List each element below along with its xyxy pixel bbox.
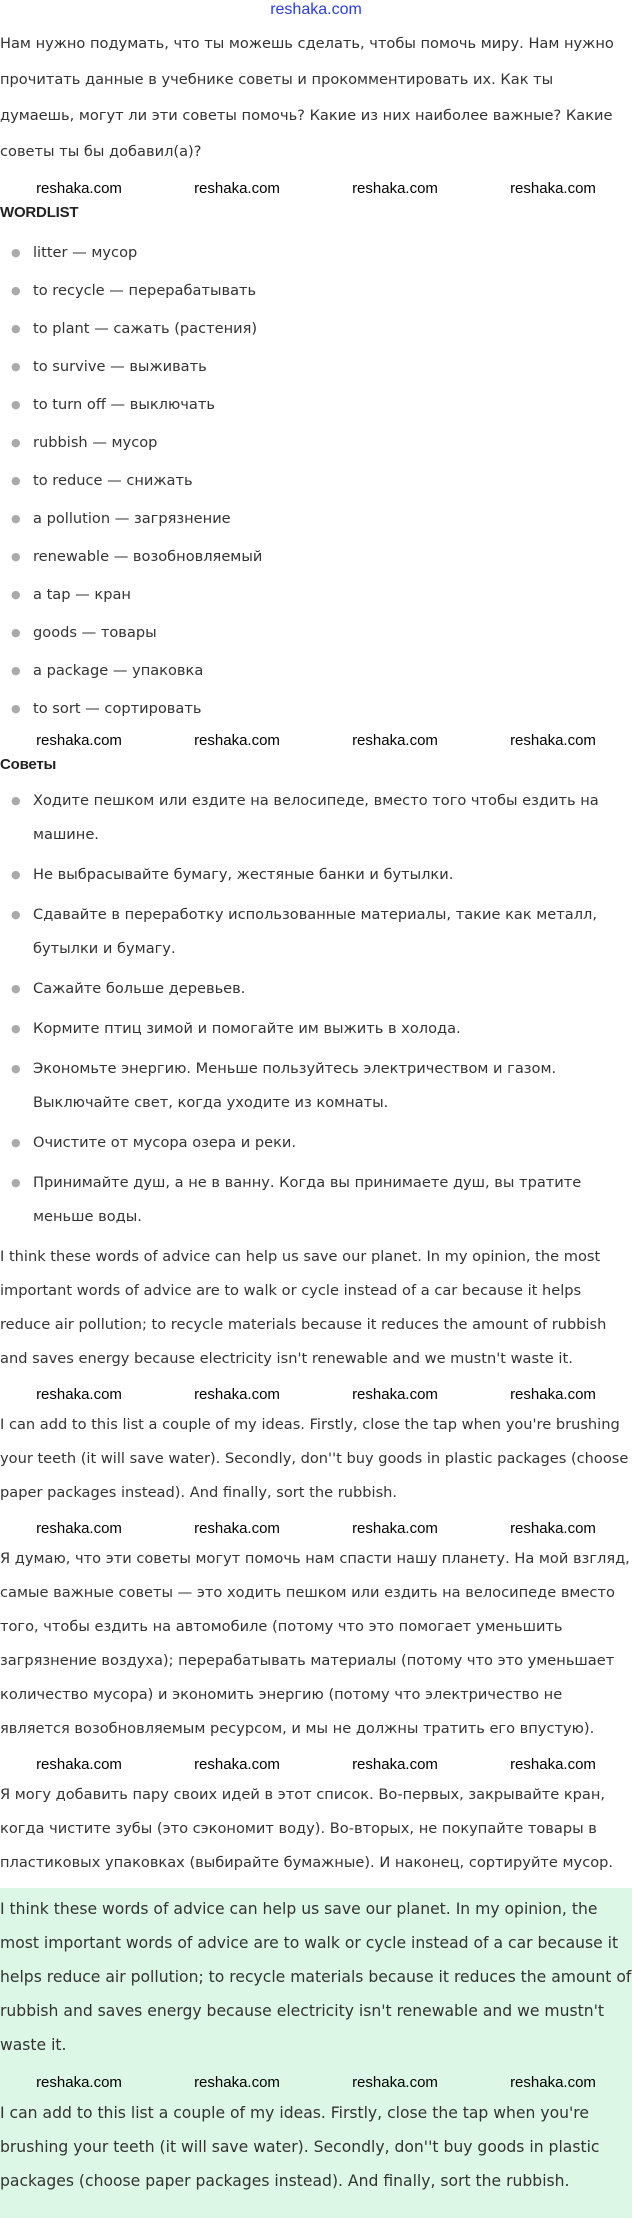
bullet-icon: ● (11, 360, 21, 373)
word-item (0, 652, 632, 690)
word-item (0, 576, 632, 614)
bullet-icon: ● (11, 398, 21, 411)
word-text: renewable — возобновляемый (33, 548, 263, 565)
bullet-icon: ● (11, 908, 21, 921)
watermark-text: reshaka.com (352, 1756, 438, 1773)
highlighted-answer (0, 1888, 632, 2218)
site-link[interactable]: reshaka.com (270, 1, 362, 18)
word-item (0, 310, 632, 348)
advice-item (0, 858, 632, 892)
word-text: litter — мусор (33, 244, 138, 261)
word-text: to survive — выживать (33, 358, 207, 375)
bullet-icon: ● (11, 322, 21, 335)
word-item (0, 234, 632, 272)
watermark-row (0, 178, 632, 200)
bullet-icon: ● (11, 1062, 21, 1075)
word-text: to recycle — перерабатывать (33, 282, 257, 299)
word-text: a tap — кран (33, 586, 131, 603)
watermark-text: reshaka.com (194, 2074, 280, 2091)
advice-text: Ходите пешком или ездите на велосипеде, вместо того чтобы ездить на машине. (33, 792, 599, 843)
bullet-icon: ● (11, 512, 21, 525)
word-item (0, 272, 632, 310)
watermark-text: reshaka.com (36, 1520, 122, 1537)
word-item (0, 614, 632, 652)
word-item (0, 386, 632, 424)
watermark-text: reshaka.com (36, 732, 122, 749)
watermark-text: reshaka.com (352, 180, 438, 197)
word-text: goods — товары (33, 624, 157, 641)
bullet-icon: ● (11, 794, 21, 807)
answer-en-paragraph: I think these words of advice can help us save our planet. In my opinion, the most important words of advice are to walk or cycle instead of a car because it helps reduce air pollution; to recycle materials because it reduces the amount of rubbish and saves energy because electricity isn't renewable and we mustn't waste it. (0, 1248, 607, 1367)
bullet-icon: ● (11, 626, 21, 639)
advice-item (0, 1166, 632, 1234)
watermark-text: reshaka.com (510, 180, 596, 197)
answer-ru-paragraph: Я могу добавить пару своих идей в этот список. Во-первых, закрывайте кран, когда чистите зубы (это сэкономит воду). Во-вторых, не покупайте товары в пластиковых упаковках (выбирайте бумажные). И наконец, сортируйте мусор. (0, 1786, 614, 1871)
advice-text: Сдавайте в переработку использованные материалы, такие как металл, бутылки и бумагу. (33, 906, 598, 957)
watermark-text: reshaka.com (36, 1756, 122, 1773)
word-text: a package — упаковка (33, 662, 204, 679)
word-text: a pollution — загрязнение (33, 510, 231, 527)
word-item (0, 538, 632, 576)
answer-section (0, 1240, 632, 1880)
advice-item (0, 898, 632, 966)
word-item (0, 500, 632, 538)
bullet-icon: ● (11, 664, 21, 677)
advice-text: Сажайте больше деревьев. (33, 980, 246, 997)
word-text: to sort — сортировать (33, 700, 202, 717)
word-item (0, 424, 632, 462)
word-item (0, 462, 632, 500)
highlight-paragraph: I think these words of advice can help us save our planet. In my opinion, the most important words of advice are to walk or cycle instead of a car because it helps reduce air pollution; to recycle materials because it reduces the amount of rubbish and saves energy because electricity isn't renewable and we mustn't waste it. (0, 1900, 632, 2054)
bullet-icon: ● (11, 1022, 21, 1035)
wordlist (0, 234, 632, 728)
watermark-row (0, 1384, 632, 1406)
advice-item (0, 972, 632, 1006)
advice-text: Не выбрасывайте бумагу, жестяные банки и бутылки. (33, 866, 454, 883)
bullet-icon: ● (11, 550, 21, 563)
advice-item (0, 1012, 632, 1046)
advice-text: Принимайте душ, а не в ванну. Когда вы принимаете душ, вы тратите меньше воды. (33, 1174, 582, 1225)
watermark-text: reshaka.com (510, 1756, 596, 1773)
word-text: to plant — сажать (растения) (33, 320, 258, 337)
watermark-text: reshaka.com (36, 180, 122, 197)
bullet-icon: ● (11, 982, 21, 995)
bullet-icon: ● (11, 1176, 21, 1189)
watermark-text: reshaka.com (194, 1756, 280, 1773)
watermark-text: reshaka.com (36, 2074, 122, 2091)
advice-item (0, 784, 632, 852)
word-item (0, 690, 632, 728)
answer-ru-paragraph: Я думаю, что эти советы могут помочь нам спасти нашу планету. На мой взгляд, самые важные советы — это ходить пешком или ездить на велосипеде вместо того, чтобы ездить на автомобиле (потому что это помогает уменьшить загрязнение воздуха); перерабатывать материалы (потому что это уменьшает количество мусора) и экономить энергию (потому что электричество не является возобновляемым ресурсом, и мы не должны тратить его впустую). (0, 1550, 630, 1737)
word-item (0, 348, 632, 386)
word-text: to turn off — выключать (33, 396, 215, 413)
advice-text: Экономьте энергию. Меньше пользуйтесь электричеством и газом. Выключайте свет, когда уходите из комнаты. (33, 1060, 557, 1111)
bullet-icon: ● (11, 246, 21, 259)
advice-text: Очистите от мусора озера и реки. (33, 1134, 297, 1151)
bullet-icon: ● (11, 1136, 21, 1149)
watermark-text: reshaka.com (194, 1386, 280, 1403)
advice-item (0, 1052, 632, 1120)
watermark-text: reshaka.com (510, 1386, 596, 1403)
watermark-text: reshaka.com (194, 732, 280, 749)
watermark-row (0, 2072, 632, 2094)
bullet-icon: ● (11, 702, 21, 715)
advice-text: Кормите птиц зимой и помогайте им выжить в холода. (33, 1020, 461, 1037)
bullet-icon: ● (11, 588, 21, 601)
watermark-row (0, 1754, 632, 1776)
advice-item (0, 1126, 632, 1160)
word-text: to reduce — снижать (33, 472, 193, 489)
watermark-text: reshaka.com (352, 1386, 438, 1403)
watermark-row (0, 730, 632, 752)
task-intro: Нам нужно подумать, что ты можешь сделать, чтобы помочь миру. Нам нужно прочитать данные в учебнике советы и прокомментировать их. Как ты думаешь, могут ли эти советы помочь? Какие из них наиболее важные? Какие советы ты бы добавил(а)? (0, 35, 614, 160)
watermark-text: reshaka.com (194, 1520, 280, 1537)
wordlist-heading: WORDLIST (0, 204, 79, 221)
answer-en-paragraph: I can add to this list a couple of my ideas. Firstly, close the tap when you're brushing your teeth (it will save water). Secondly, don''t buy goods in plastic packages (choose paper packages instead). And finally, sort the rubbish. (0, 1416, 629, 1501)
watermark-text: reshaka.com (510, 732, 596, 749)
watermark-text: reshaka.com (510, 2074, 596, 2091)
watermark-text: reshaka.com (352, 1520, 438, 1537)
word-text: rubbish — мусор (33, 434, 158, 451)
bullet-icon: ● (11, 474, 21, 487)
advice-heading: Советы (0, 756, 57, 773)
watermark-text: reshaka.com (194, 180, 280, 197)
watermark-text: reshaka.com (352, 732, 438, 749)
watermark-text: reshaka.com (352, 2074, 438, 2091)
advice-list (0, 784, 632, 1234)
watermark-row (0, 1518, 632, 1540)
highlight-paragraph: I can add to this list a couple of my ideas. Firstly, close the tap when you're brushing your teeth (it will save water). Secondly, don''t buy goods in plastic packages (choose paper packages instead). And finally, sort the rubbish. (0, 2104, 600, 2190)
bullet-icon: ● (11, 436, 21, 449)
watermark-text: reshaka.com (510, 1520, 596, 1537)
bullet-icon: ● (11, 868, 21, 881)
bullet-icon: ● (11, 284, 21, 297)
watermark-text: reshaka.com (36, 1386, 122, 1403)
